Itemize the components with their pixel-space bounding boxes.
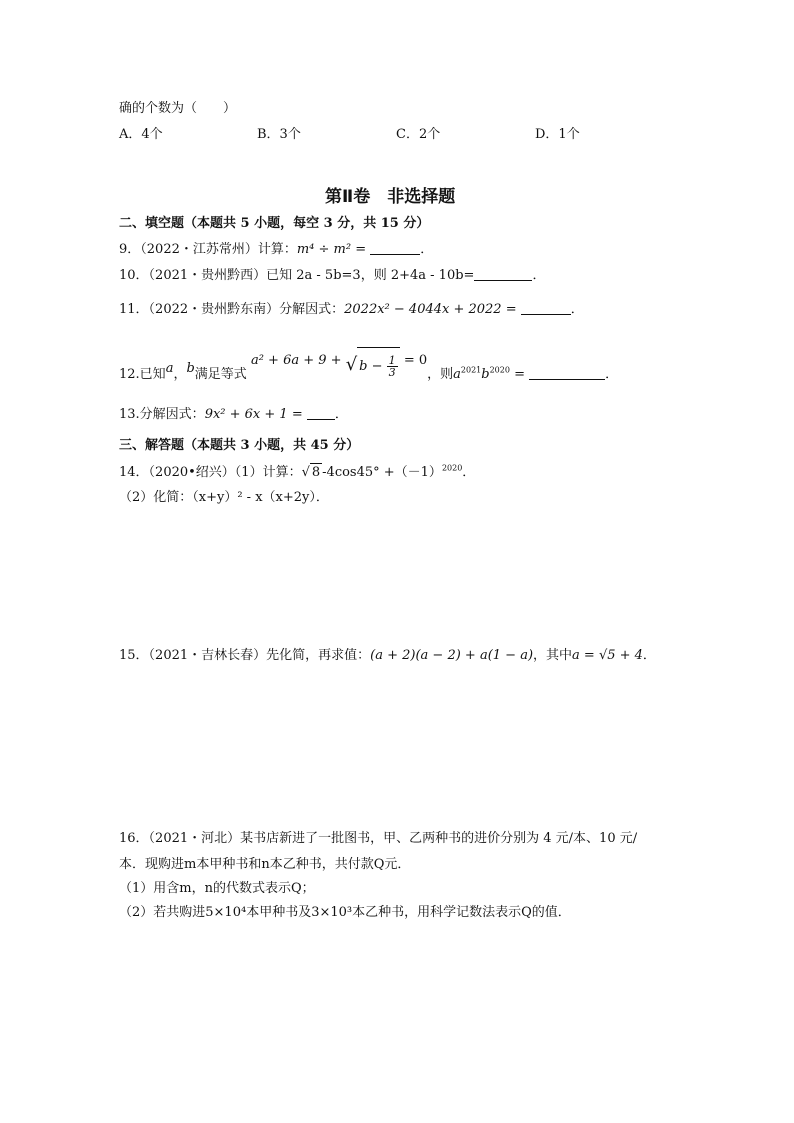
q13-answer-blank[interactable]	[307, 407, 335, 420]
q16-line1: 16．（2021・河北）某书店新进了一批图书，甲、乙两种书的进价分别为 4 元/本、10 元/	[119, 831, 638, 846]
q9-expr: m⁴ ÷ m² =	[296, 242, 367, 257]
q13-expr: 9x² + 6x + 1 =	[204, 407, 303, 422]
q9-prefix: 9．（2022・江苏常州）计算：	[119, 242, 297, 257]
q12-frac-den: 3	[388, 366, 396, 379]
q12-eq-left: a² + 6a + 9 +	[250, 353, 342, 368]
q12-expr-b: b	[481, 367, 490, 382]
part2-title: 第Ⅱ卷 非选择题	[325, 187, 456, 207]
q15-prefix: 15．（2021・吉林长春）先化简，再求值：	[119, 648, 371, 663]
q14-line1: 14．（2020•绍兴）（1）计算：√ 8 $-4\cos 45^\circ +(-1)^{2020}$．	[119, 463, 476, 480]
q10: 10．（2021・贵州黔西）已知 2a - 5b=3，则 2+4a - 10b= ．	[119, 268, 546, 283]
q13	[119, 406, 348, 424]
q16-line3: （1）用含m，n的代数式表示Q；	[119, 881, 315, 896]
q14-exp: 2020	[441, 463, 463, 473]
q12-then: ，则	[427, 367, 454, 382]
q8-option-d: D．1个	[535, 127, 580, 142]
q10-answer-blank[interactable]	[474, 268, 532, 281]
q16-line4: （2）若共购进5×10⁴本甲种书及3×10³本乙种书，用科学记数法表示Q的值．	[119, 905, 571, 920]
q10-prefix: 10．（2021・贵州黔西）已知 2a - 5b=3，则 2+4a - 10b=	[119, 268, 475, 283]
q9-answer-blank[interactable]	[370, 242, 420, 255]
q14-prefix: 14．（2020•绍兴）（1）计算：	[119, 465, 302, 480]
q11-expr: 2022x² − 4044x + 2022 =	[344, 302, 517, 317]
q8-option-b: B．3个	[257, 127, 301, 142]
q12-b: b	[186, 361, 195, 376]
q14-line2: （2）化简：（x+y）² - x（x+2y）．	[119, 490, 329, 505]
q8-option-a: A．4个	[119, 127, 163, 142]
q16-line2: 本．现购进m本甲种书和n本乙种书，共付款Q元．	[119, 857, 411, 872]
q8-option-c: C．2个	[396, 127, 441, 142]
q12-expr-a: a	[453, 367, 461, 382]
q12-sqrt-body	[357, 347, 400, 386]
q15-mid: ，其中	[533, 648, 573, 663]
q14-sqrt: 8	[311, 465, 321, 480]
q12-expr-exp-b: 2020	[489, 365, 510, 375]
q14-rest: -4cos45° +（－1）	[322, 465, 442, 480]
section-fill-heading: 二、填空题（本题共 5 小题，每空 3 分，共 15 分）	[119, 216, 430, 231]
q11-prefix: 11．（2022・贵州黔东南）分解因式：	[119, 302, 345, 317]
q12-sqrt-inner: b −	[359, 359, 383, 374]
q8-tail: 确的个数为（ ）	[119, 101, 237, 116]
q12-expr-eq: =	[514, 367, 525, 382]
q12-expr-exp-a: 2021	[460, 365, 482, 375]
q12-end: ．	[605, 367, 619, 382]
q12-mid: 满足等式	[194, 367, 247, 382]
q12-sep: ，	[173, 367, 187, 382]
q12-eq-right: = 0	[403, 353, 428, 368]
q12-sqrt-sign: √	[345, 354, 358, 375]
q11: 11．（2022・贵州黔东南）分解因式：2022x² − 4044x + 2022 = ．	[119, 302, 584, 317]
q12-prefix: 12.已知	[119, 367, 166, 382]
q12	[119, 342, 618, 382]
q11-answer-blank[interactable]	[521, 302, 571, 315]
q12-frac-num: 1	[388, 354, 396, 367]
q15-expr2: a = √5 + 4	[572, 648, 643, 663]
q9: 9．（2022・江苏常州）计算：m⁴ ÷ m² = ．	[119, 242, 434, 257]
section-solve-heading: 三、解答题（本题共 3 小题，共 45 分）	[119, 438, 360, 453]
q12-answer-blank[interactable]	[529, 367, 605, 380]
q13-prefix: 13.分解因式：	[119, 407, 205, 422]
q12-a: a	[165, 361, 174, 376]
q12-fraction	[387, 355, 398, 378]
q15-expr: (a + 2)(a − 2) + a(1 − a)	[370, 648, 534, 663]
q14-end: ．	[462, 465, 476, 480]
q15-end: ．	[642, 648, 656, 663]
q13-end: ．	[334, 407, 348, 422]
q15	[119, 647, 656, 665]
